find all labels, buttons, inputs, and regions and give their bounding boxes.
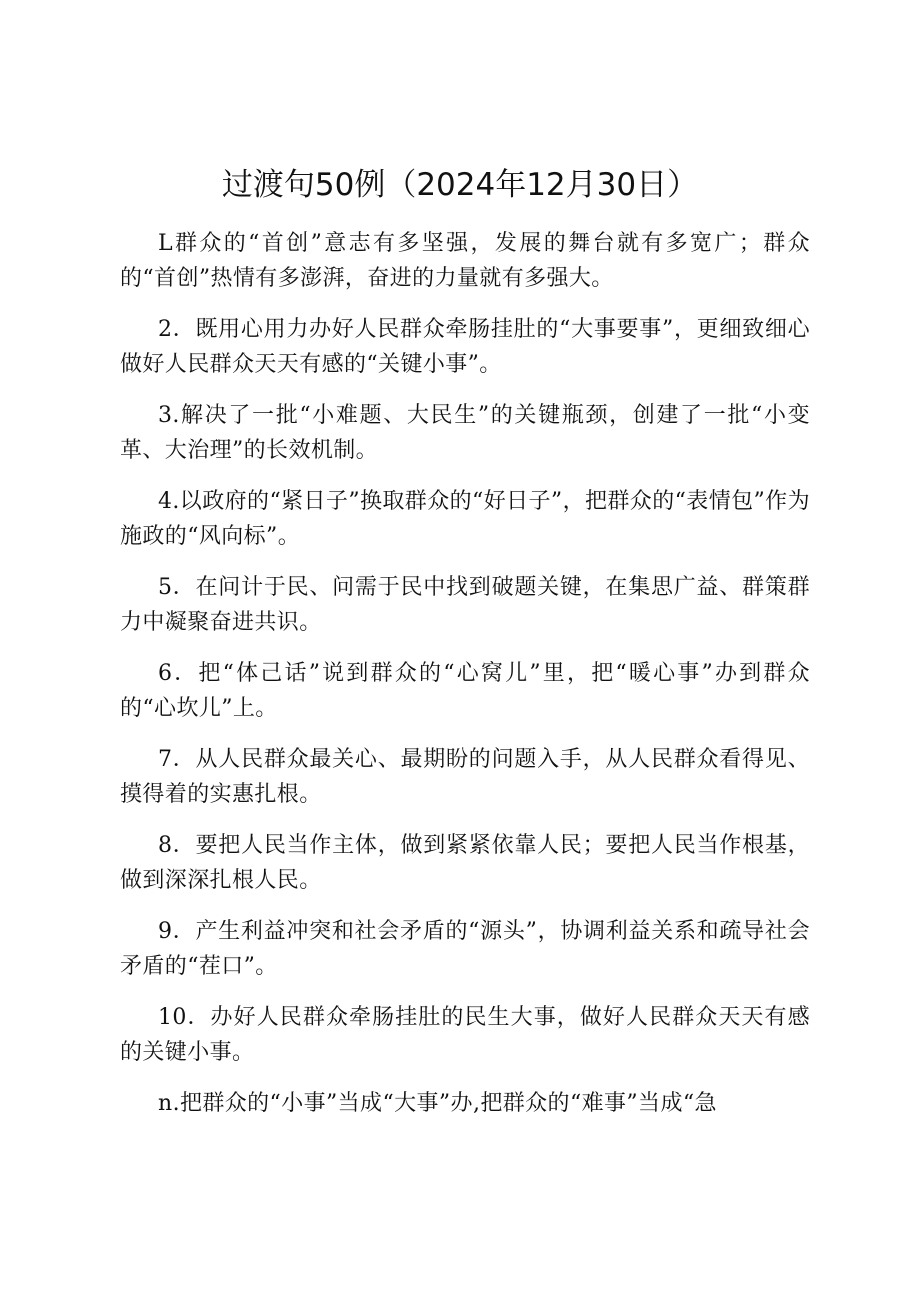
list-item: n.把群众的“小事”当成“大事”办,把群众的“难事”当成“急: [158, 1091, 717, 1116]
list-item: 3.解决了一批“小难题、大民生”的关键瓶颈，创建了一批“小变革、大治理”的长效机制。: [120, 403, 810, 463]
list-item: L群众的“首创”意志有多坚强，发展的舞台就有多宽广；群众的“首创”热情有多澎湃，奋进的力量就有多强大。: [120, 231, 810, 291]
list-item: 8．要把人民当作主体，做到紧紧依靠人民；要把人民当作根基，做到深深扎根人民。: [120, 833, 810, 893]
document-title: 过渡句50例（2024年12月30日）: [221, 167, 699, 203]
list-item: 10．办好人民群众牵肠挂肚的民生大事，做好人民群众天天有感的关键小事。: [120, 1005, 810, 1065]
transition-sentence-list: [120, 226, 810, 1126]
list-item: 2．既用心用力办好人民群众牵肠挂肚的“大事要事”，更细致细心做好人民群众天天有感的“关键小事”。: [120, 317, 810, 377]
list-item: 5．在问计于民、问需于民中找到破题关键，在集思广益、群策群力中凝聚奋进共识。: [120, 575, 810, 635]
list-item: 9．产生利益冲突和社会矛盾的“源头”，协调利益关系和疏导社会矛盾的“茬口”。: [120, 919, 810, 979]
list-item: 4.以政府的“紧日子”换取群众的“好日子”，把群众的“表情包”作为施政的“风向标”。: [120, 489, 810, 549]
list-item: 7．从人民群众最关心、最期盼的问题入手，从人民群众看得见、摸得着的实惠扎根。: [120, 747, 810, 807]
list-item: 6．把“体己话”说到群众的“心窝儿”里，把“暖心事”办到群众的“心坎儿”上。: [120, 661, 810, 721]
